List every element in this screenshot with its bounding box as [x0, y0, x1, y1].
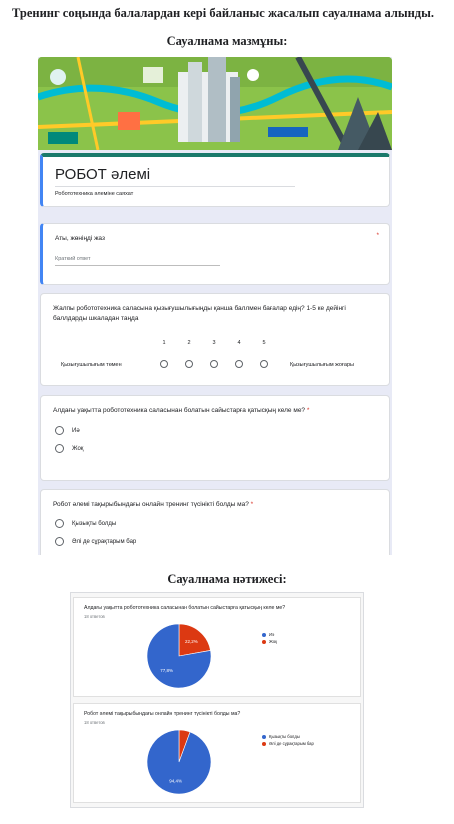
- option-interesting[interactable]: Қызықты болды: [53, 519, 377, 528]
- results-heading: Сауалнама нәтижесі:: [167, 572, 287, 586]
- google-form-screenshot: [38, 57, 392, 555]
- legend-item-yes: Иә: [262, 632, 277, 637]
- question-name-card: [40, 223, 390, 285]
- pie-slice-1: [147, 730, 211, 794]
- scale-label-5: 5: [262, 340, 266, 346]
- scale-label-4: 4: [237, 340, 241, 346]
- result-card-1: [73, 597, 361, 697]
- question-title: Жалпы робототехника саласына қызығушылығыңды қанша баллмен бағалар едің? 1-5 ке дейінгі баллдарды шкаладан таңда: [53, 305, 346, 322]
- form-description: Робототехника әлеміне саяхат: [55, 191, 134, 197]
- required-mark: *: [376, 232, 379, 239]
- pie-slice-label-1: 94,4%: [169, 778, 183, 784]
- scale-label-1: 1: [162, 340, 166, 346]
- content-heading: Сауалнама мазмұны:: [166, 34, 288, 48]
- question-competition-card: [40, 395, 390, 481]
- question-training-card: [40, 489, 390, 555]
- pie-chart-1: [74, 598, 362, 698]
- result-question: Робот әлемі тақырыбындағы онлайн тренинг түсінікті болды ма?: [84, 711, 241, 717]
- question-rating-card: [40, 293, 390, 386]
- form-header-banner: [38, 57, 392, 150]
- form-title: РОБОТ әлемі: [55, 166, 151, 183]
- city-map-illustration: [38, 57, 392, 150]
- result-card-2: [73, 703, 361, 803]
- scale-radio-3[interactable]: [210, 360, 218, 368]
- name-input[interactable]: Краткий ответ: [55, 256, 220, 266]
- results-screenshot: [70, 592, 364, 808]
- intro-text: Тренинг соңында балалардан кері байланыс жасалып сауалнама алынды.: [12, 6, 434, 20]
- option-no[interactable]: Жоқ: [53, 444, 377, 453]
- radio-button[interactable]: [55, 519, 64, 528]
- radio-button[interactable]: [55, 426, 64, 435]
- legend-1: [262, 632, 277, 646]
- response-count: 18 ответов: [84, 720, 105, 725]
- radio-button[interactable]: [55, 444, 64, 453]
- question-title: Аты, жөніңді жаз: [55, 235, 105, 242]
- legend-2: [262, 734, 314, 748]
- option-questions[interactable]: Әлі де сұрақтарым бар: [53, 537, 377, 546]
- question-title: Робот әлемі тақырыбындағы онлайн тренинг түсінікті болды ма? *: [53, 501, 254, 508]
- legend-item-interesting: Қызықты болды: [262, 734, 314, 739]
- response-count: 18 ответов: [84, 614, 105, 619]
- pie-chart-2: [74, 704, 362, 804]
- result-question: Алдағы уақытта робототехника саласынан болатын сайыстарға қатысқың келе ме?: [84, 605, 286, 611]
- scale-low-label: Қызығушылығым төмен: [61, 362, 122, 368]
- scale-label-3: 3: [212, 340, 216, 346]
- legend-item-questions: Әлі де сұрақтарым бар: [262, 741, 314, 746]
- question-title: Алдағы уақытта робототехника саласынан болатын сайыстарға қатысқың келе ме? *: [53, 407, 310, 414]
- scale-label-2: 2: [187, 340, 191, 346]
- legend-item-no: Жоқ: [262, 639, 277, 644]
- radio-button[interactable]: [55, 537, 64, 546]
- scale-radio-1[interactable]: [160, 360, 168, 368]
- scale-radio-2[interactable]: [185, 360, 193, 368]
- pie-slice-label-2: 22,2%: [184, 638, 198, 644]
- scale-radio-4[interactable]: [235, 360, 243, 368]
- pie-slice-label-1: 77,8%: [160, 668, 174, 674]
- scale-radio-5[interactable]: [260, 360, 268, 368]
- option-yes[interactable]: Иә: [53, 426, 377, 435]
- scale-high-label: Қызығушылығым жоғары: [290, 362, 354, 368]
- form-title-card: [40, 153, 390, 207]
